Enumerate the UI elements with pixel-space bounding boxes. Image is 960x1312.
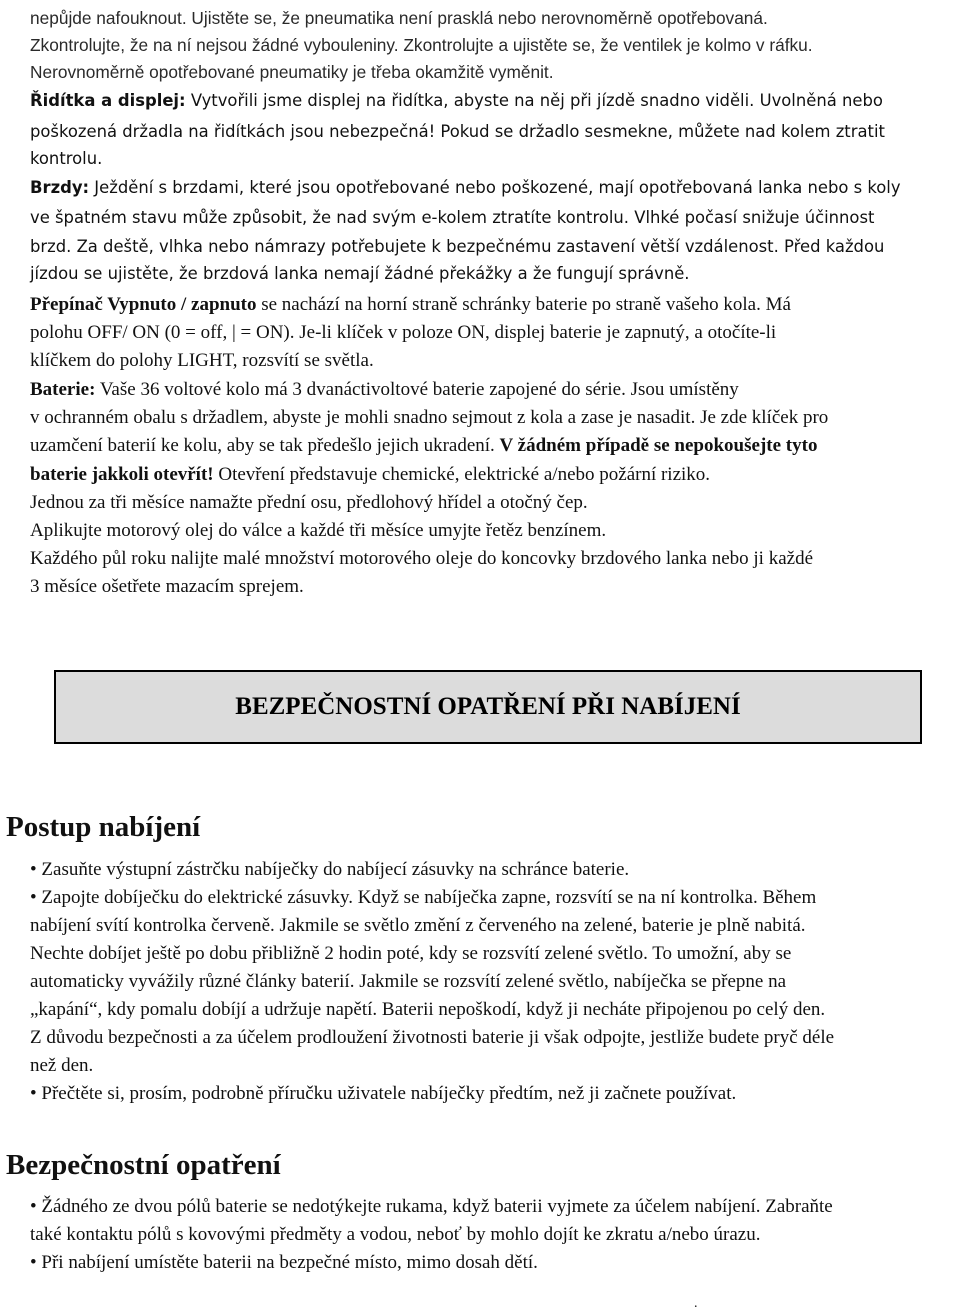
handlebars-label: Řidítka a displej: — [30, 91, 186, 110]
switch-paragraph-line-1 — [30, 295, 791, 314]
switch-paragraph-line-3: klíčkem do polohy LIGHT, rozsvítí se světla. — [30, 350, 374, 371]
charging-bullet-1: • Zasuňte výstupní zástrčku nabíječky do nabíjecí zásuvky na schránce baterie. — [30, 859, 630, 880]
tire-text-line-3: Nerovnoměrně opotřebované pneumatiky je třeba okamžitě vyměnit. — [30, 62, 554, 82]
footer-mark: . — [694, 1296, 698, 1311]
battery-text-4: Otevření představuje chemické, elektrické a/nebo požární riziko. — [213, 464, 711, 485]
battery-paragraph-line-2: v ochranném obalu s držadlem, abyste je mohli snadno sejmout z kola a zase je nasadit. Je zde klíček pro — [30, 407, 829, 428]
brakes-paragraph-line-3: brzd. Za deště, vlhka nebo námrazy potřebujete k bezpečnému zastavení větší vzdálenost. Před každou — [30, 237, 885, 256]
handlebars-paragraph-line-1 — [30, 93, 883, 109]
handlebars-paragraph-line-3: kontrolu. — [30, 149, 103, 168]
tire-text-line-1: nepůjde nafouknout. Ujistěte se, že pneumatika není prasklá nebo nerovnoměrně opotřebovaná. — [30, 8, 768, 28]
battery-label: Baterie: — [30, 379, 96, 400]
switch-label: Přepínač Vypnuto / zapnuto — [30, 294, 257, 315]
handlebars-paragraph-line-2: poškozená držadla na řidítkách jsou nebezpečná! Pokud se držadlo sesmekne, můžete nad kolem ztratit — [30, 122, 885, 141]
charging-safety-banner — [54, 670, 922, 744]
charging-bullet-2-line-4: automaticky vyvážily různé články baterií. Jakmile se rozsvítí zelené světlo, nabíječka se přepne na — [30, 971, 787, 992]
battery-paragraph-line-1 — [30, 380, 739, 399]
charging-bullet-2-line-1: • Zapojte dobíječku do elektrické zásuvky. Když se nabíječka zapne, rozsvítí se na ní kontrolka. Během — [30, 887, 817, 908]
charging-procedure-heading: Postup nabíjení — [6, 811, 201, 843]
charging-bullet-2-line-2: nabíjení svítí kontrolka červeně. Jakmile se světlo změní z červeného na zelené, baterie je plně nabitá. — [30, 915, 806, 936]
maintenance-line-1: Jednou za tři měsíce namažte přední osu, předlohový hřídel a otočný čep. — [30, 492, 588, 513]
safety-bullet-2: • Při nabíjení umístěte baterii na bezpečné místo, mimo dosah dětí. — [30, 1252, 538, 1273]
battery-warning: V žádném případě se nepokoušejte tyto — [499, 435, 818, 456]
brakes-label: Brzdy: — [30, 178, 90, 197]
switch-paragraph-line-2: polohu OFF/ ON (0 = off, | = ON). Je-li klíček v poloze ON, displej baterie je zapnutý, a otočíte-li — [30, 322, 777, 343]
brakes-text: Ježdění s brzdami, které jsou opotřebované nebo poškozené, mají opotřebovaná lanka nebo s koly — [89, 178, 901, 197]
battery-warning-2: baterie jakkoli otevřít! — [30, 464, 214, 485]
handlebars-text: Vytvořili jsme displej na řidítka, abyste na něj při jízdě snadno viděli. Uvolněná nebo — [185, 91, 883, 110]
tire-text-line-2: Zkontrolujte, že na ní nejsou žádné vybouleniny. Zkontrolujte a ujistěte se, že ventilek je kolmo v ráfku. — [30, 35, 813, 55]
charging-bullet-2-line-6: Z důvodu bezpečnosti a za účelem prodloužení životnosti baterie ji však odpojte, jestliže budete pryč déle — [30, 1027, 835, 1048]
maintenance-line-2: Aplikujte motorový olej do válce a každé tři měsíce umyjte řetěz benzínem. — [30, 520, 607, 541]
charging-bullet-2-line-7: než den. — [30, 1055, 94, 1076]
charging-bullet-2-line-3: Nechte dobíjet ještě po dobu přibližně 2 hodin poté, kdy se rozsvítí zelené světlo. To umožní, aby se — [30, 943, 792, 964]
brakes-paragraph-line-2: ve špatném stavu může způsobit, že nad svým e-kolem ztratíte kontrolu. Vlhké počasí snižuje účinnost — [30, 208, 875, 227]
battery-text-3: uzamčení baterií ke kolu, aby se tak předešlo jejich ukradení. — [30, 435, 500, 456]
safety-bullet-1-line-1: • Žádného ze dvou pólů baterie se nedotýkejte rukama, když baterii vyjmete za účelem nabíjení. Zabraňte — [30, 1196, 833, 1217]
charging-bullet-2-line-5: „kapání“, kdy pomalu dobíjí a udržuje napětí. Baterii nepoškodí, když ji necháte připojenou po celý den. — [30, 999, 826, 1020]
brakes-paragraph-line-4: jízdou se ujistěte, že brzdová lanka nemají žádné překážky a že fungují správně. — [30, 264, 690, 283]
charging-bullet-3: • Přečtěte si, prosím, podrobně příručku uživatele nabíječky předtím, než ji začnete používat. — [30, 1083, 737, 1104]
banner-title: BEZPEČNOSTNÍ OPATŘENÍ PŘI NABÍJENÍ — [235, 693, 741, 720]
safety-bullet-1-line-2: také kontaktu pólů s kovovými předměty a vodou, neboť by mohlo dojít ke zkratu a/nebo úrazu. — [30, 1224, 761, 1245]
safety-measures-heading: Bezpečnostní opatření — [6, 1149, 281, 1181]
battery-paragraph-line-4 — [30, 465, 710, 484]
maintenance-line-3: Každého půl roku nalijte malé množství motorového oleje do koncovky brzdového lanka nebo ji každé — [30, 548, 813, 569]
switch-text: se nachází na horní straně schránky baterie po straně vašeho kola. Má — [256, 294, 791, 315]
maintenance-line-4: 3 měsíce ošetřete mazacím sprejem. — [30, 576, 304, 597]
battery-paragraph-line-3 — [30, 436, 817, 455]
battery-text: Vaše 36 voltové kolo má 3 dvanáctivoltové baterie zapojené do série. Jsou umístěny — [95, 379, 739, 400]
brakes-paragraph-line-1 — [30, 180, 901, 196]
